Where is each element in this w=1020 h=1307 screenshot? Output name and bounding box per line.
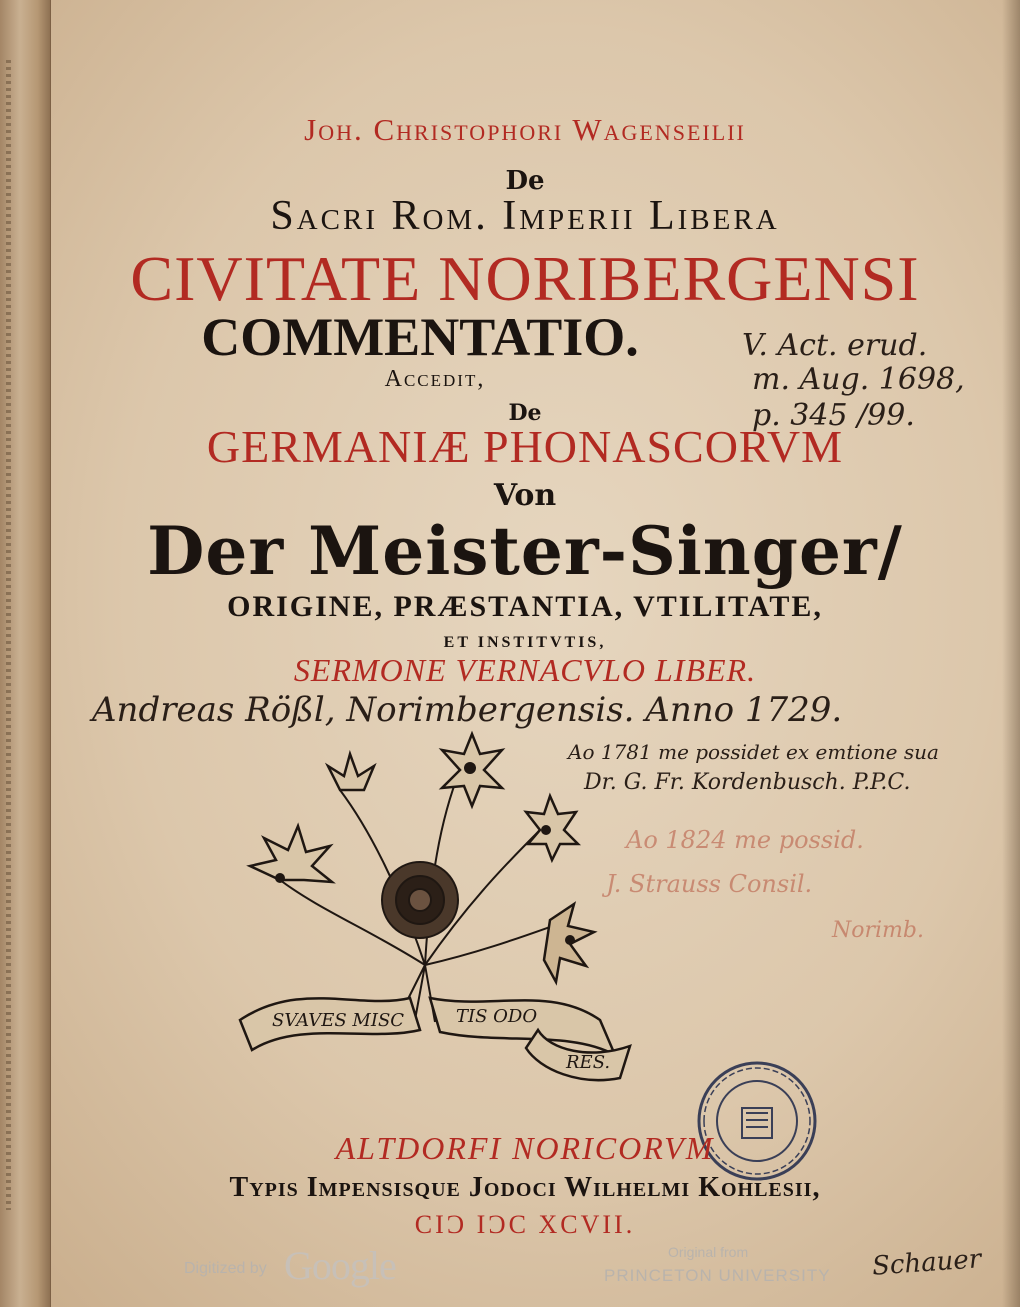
note-act-erud: V. Act. erud. (742, 328, 928, 363)
ribbon-text-2: TIS ODO (456, 1006, 538, 1027)
faded-note-2: J. Strauss Consil. (606, 870, 813, 898)
von-word: Von (493, 478, 557, 513)
meister-singer-line: Der Meister-Singer/ (147, 512, 903, 590)
owner-inscription: Andreas Rößl, Norimbergensis. Anno 1729. (92, 690, 843, 730)
civitate-line: CIVITATE NORIBERGENSI (130, 243, 920, 314)
bouquet-ornament (220, 730, 640, 1090)
commentatio-line: COMMENTATIO. (201, 307, 639, 367)
provenance-1781-line2: Dr. G. Fr. Kordenbusch. P.P.C. (584, 770, 911, 795)
imprint-place: ALTDORFI NORICORVM (335, 1130, 715, 1166)
germaniae-line: GERMANIÆ PHONASCORVM (206, 421, 844, 472)
sermone-line: SERMONE VERNACVLO LIBER. (293, 652, 757, 688)
page-edge (6, 60, 11, 1210)
provenance-1781-line1: Ao 1781 me possidet ex emtione sua (568, 740, 939, 764)
institution-name: PRINCETON UNIVERSITY (604, 1266, 831, 1285)
signature: Schauer (871, 1244, 983, 1282)
ribbon-text-3: RES. (566, 1052, 611, 1073)
note-aug-1698: m. Aug. 1698, (752, 362, 965, 397)
origine-line: ORIGINE, PRÆSTANTIA, VTILITATE, (227, 590, 823, 623)
note-page: p. 345 /99. (752, 398, 915, 433)
original-from-label: Original from (668, 1244, 749, 1260)
de-word-1: De (505, 166, 545, 196)
accedit-line: Accedit, (384, 366, 486, 392)
imprint-year: CIƆ IƆC XCVII. (414, 1210, 636, 1239)
imprint-printer: Typis Impensisque Jodoci Wilhelmi Kohlesii, (229, 1172, 821, 1203)
author-line: Joh. Christophori Wagenseilii (304, 112, 746, 147)
sacri-line: Sacri Rom. Imperii Libera (270, 193, 780, 239)
faded-note-1: Ao 1824 me possid. (626, 826, 864, 854)
faded-note-3: Norimb. (832, 918, 924, 943)
de-word-2: De (508, 400, 542, 426)
digitization-footer (0, 1242, 1020, 1307)
page-shadow (1002, 0, 1020, 1307)
institutis-line: ET INSTITVTIS, (443, 634, 607, 651)
ribbon-text-1: SVAVES MISC (272, 1010, 405, 1031)
google-logo: Google (284, 1243, 396, 1288)
digitized-label: Digitized by (184, 1260, 267, 1277)
